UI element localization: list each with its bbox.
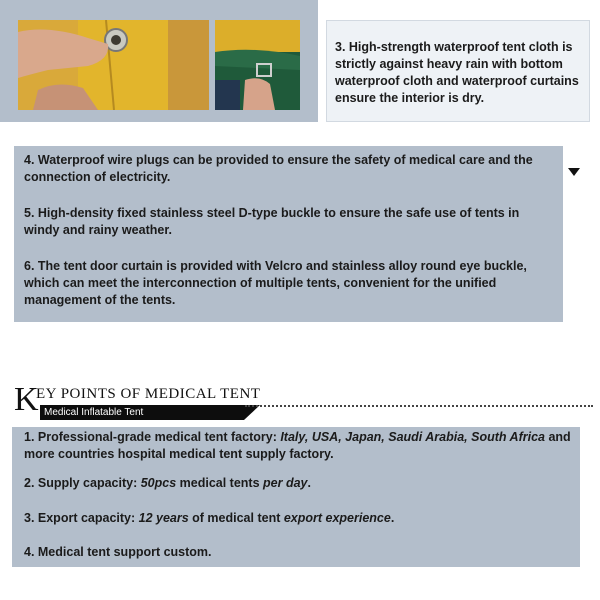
waterproof-cloth-note xyxy=(326,20,590,122)
key-point-export: 3. Export capacity: 12 years of medical tent export experience. xyxy=(24,511,395,525)
key-points-panel xyxy=(12,427,580,567)
key-point-factory: 1. Professional-grade medical tent factory: Italy, USA, Japan, Saudi Arabia, South Africa and more countries hospital medical tent supply factory. xyxy=(24,430,571,461)
dotted-divider xyxy=(245,405,593,407)
heading-initial: K xyxy=(14,381,39,418)
heading-subtitle-banner xyxy=(40,405,260,420)
feature-item: 6. The tent door curtain is provided with Velcro and stainless alloy round eye buckle, which can meet the interconnection of multiple tents, convenient for the unified management of the tents. xyxy=(24,259,527,307)
features-panel xyxy=(14,146,563,322)
heading-subtitle: Medical Inflatable Tent xyxy=(44,407,144,418)
feature-item: 4. Waterproof wire plugs can be provided to ensure the safety of medical care and the connection of electricity. xyxy=(24,153,533,184)
top-photo-strip xyxy=(0,0,318,122)
key-point-supply: 2. Supply capacity: 50pcs medical tents per day. xyxy=(24,476,311,490)
waterproof-cloth-text: 3. High-strength waterproof tent cloth is strictly against heavy rain with bottom waterproof cloth and waterproof curtains ensure the interior is dry. xyxy=(335,40,579,105)
heading-title: EY POINTS OF MEDICAL TENT xyxy=(36,386,261,402)
feature-item: 5. High-density fixed stainless steel D-type buckle to ensure the safe use of tents in windy and rainy weather. xyxy=(24,206,520,237)
key-point-custom: 4. Medical tent support custom. xyxy=(24,545,212,559)
tent-eyelet-photo xyxy=(18,20,209,110)
section-heading xyxy=(14,381,594,418)
scroll-down-arrow-icon xyxy=(568,168,580,176)
tent-door-photo xyxy=(215,20,300,110)
